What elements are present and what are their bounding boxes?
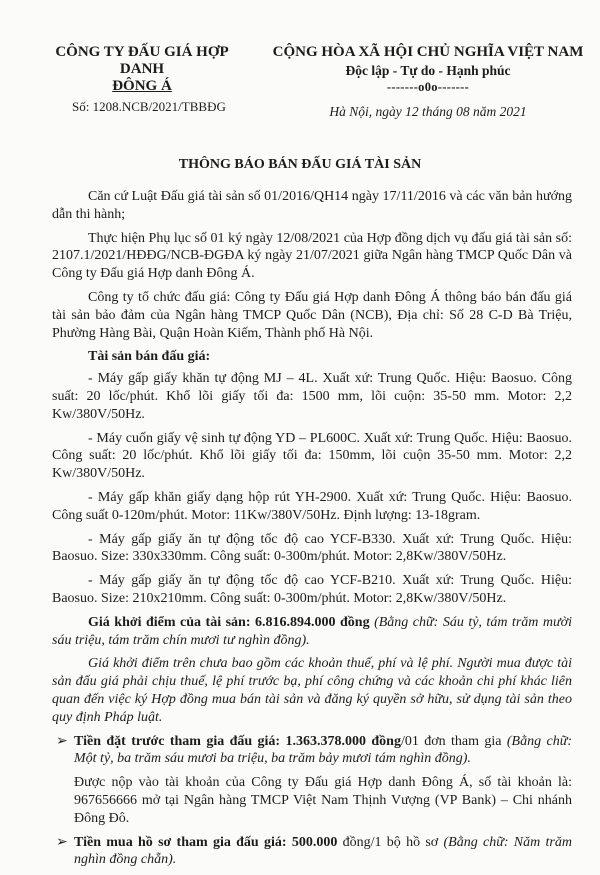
nation-name: CỘNG HÒA XÃ HỘI CHỦ NGHĨA VIỆT NAM bbox=[272, 44, 584, 60]
deposit-rest: /01 đơn tham gia bbox=[400, 733, 507, 749]
starting-price bbox=[52, 614, 572, 650]
contract-paragraph: Thực hiện Phụ lục số 01 ký ngày 12/08/2021 của Hợp đồng dịch vụ đấu giá tài sản số: 2107.1/2021/HĐĐG/NCB-ĐGĐA ký ngày 21/07/2021 giữa Ngân hàng TMCP Quốc Dân và Công ty Đấu giá Hợp danh Đông Á. bbox=[52, 230, 572, 282]
starting-price-words: (Bằng chữ: Sáu tỷ, tám trăm mười sáu triệu, tám trăm chín mươi tư nghìn đồng). bbox=[52, 614, 572, 648]
header-separator: -------o0o------- bbox=[386, 80, 470, 94]
asset-item: - Máy gấp giấy ăn tự động tốc độ cao YCF-B330. Xuất xứ: Trung Quốc. Hiệu: Baosuo. Size: 330x330mm. Công suất: 0-300m/phút. Motor: 2,8Kw/380V/50Hz. bbox=[52, 531, 572, 565]
national-header bbox=[268, 44, 588, 120]
document-title: THÔNG BÁO BÁN ĐẤU GIÁ TÀI SẢN bbox=[178, 157, 422, 172]
dossier-fee-rest: đồng/1 bộ hồ sơ bbox=[337, 834, 444, 850]
price-note: Giá khởi điểm trên chưa bao gồm các khoản thuế, phí và lệ phí. Người mua được tài sản đấu giá phải chịu thuế, lệ phí trước bạ, phí công chứng và các khoản chi phí khác liên quan đến việc ký Hợp đồng mua bán tài sản và đăng ký quyền sở hữu, sử dụng tài sản theo quy định Pháp luật. bbox=[52, 656, 572, 725]
deposit-words: (Bằng chữ: Một tỷ, ba trăm sáu mươi ba triệu, ba trăm bảy mươi tám nghìn đồng). bbox=[74, 733, 573, 767]
document-body bbox=[52, 188, 572, 875]
dossier-fee-words: (Bằng chữ: Năm trăm nghìn đồng chẵn). bbox=[74, 834, 572, 868]
legal-basis-paragraph: Căn cứ Luật Đấu giá tài sản số 01/2016/QH14 ngày 17/11/2016 và các văn bản hướng dẫn thi hành; bbox=[52, 189, 572, 222]
arrow-bullet-icon: ➢ bbox=[56, 834, 68, 850]
dossier-fee-label: Tiền mua hồ sơ tham gia đấu giá: 500.000 bbox=[74, 834, 338, 850]
national-motto: Độc lập - Tự do - Hạnh phúc bbox=[345, 63, 511, 78]
dossier-fee-paragraph bbox=[52, 834, 572, 870]
company-name-line2: ĐÔNG Á bbox=[112, 78, 172, 94]
issuer-block bbox=[42, 44, 242, 115]
issue-date: Hà Nội, ngày 12 tháng 08 năm 2021 bbox=[329, 104, 527, 119]
deposit-label: Tiền đặt trước tham gia đấu giá: 1.363.378.000 đồng bbox=[74, 733, 401, 749]
arrow-bullet-icon: ➢ bbox=[56, 733, 68, 749]
asset-item: - Máy gấp khăn giấy dạng hộp rút YH-2900. Xuất xứ: Trung Quốc. Hiệu: Baosuo. Công suất 0-120m/phút. Motor: 11Kw/380V/50Hz. Định lượng: 13-18gram. bbox=[52, 489, 572, 523]
assets-heading: Tài sản bán đấu giá: bbox=[88, 349, 211, 365]
asset-item: - Máy cuốn giấy vệ sinh tự động YD – PL600C. Xuất xứ: Trung Quốc. Hiệu: Baosuo. Công suất: 20 lốc/phút. Khổ lõi giấy tối đa: 150mm, lõi cuộn 35-50 mm. Motor: 2,2 Kw/380V/50Hz. bbox=[52, 430, 572, 482]
deposit-account: Được nộp vào tài khoản của Công ty Đấu giá Hợp danh Đông Á, số tài khoản là: 967656666 mở tại Ngân hàng TMCP Việt Nam Thịnh Vượng (VP Bank) – Chi nhánh Đông Đô. bbox=[74, 775, 572, 826]
asset-item: - Máy gấp giấy khăn tự động MJ – 4L. Xuất xứ: Trung Quốc. Hiệu: Baosuo. Công suất: 20 lốc/phút. Khổ lõi giấy tối đa: 1500 mm, lõi cuộn: 35-50 mm. Motor: 2,2 Kw/380V/50Hz. bbox=[52, 371, 572, 422]
organizer-paragraph: Công ty tổ chức đấu giá: Công ty Đấu giá Hợp danh Đông Á thông báo bán đấu giá tài sản bảo đảm của Ngân hàng TMCP Quốc Dân (NCB), Địa chỉ: Số 28 C-D Bà Triệu, Phường Hàng Bài, Quận Hoàn Kiếm, Thành phố Hà Nội. bbox=[52, 289, 572, 341]
asset-item: - Máy gấp giấy ăn tự động tốc độ cao YCF-B210. Xuất xứ: Trung Quốc. Hiệu: Baosuo. Size: 210x210mm. Công suất: 0-300m/phút. Motor: 2,8Kw/380V/50Hz. bbox=[52, 573, 572, 606]
document-number: Số: 1208.NCB/2021/TBBĐG bbox=[72, 99, 226, 114]
company-name: CÔNG TY ĐẤU GIÁ HỢP DANH bbox=[55, 44, 229, 77]
deposit-paragraph bbox=[52, 733, 572, 769]
starting-price-label: Giá khởi điểm của tài sản: 6.816.894.000 đồng bbox=[88, 614, 370, 630]
